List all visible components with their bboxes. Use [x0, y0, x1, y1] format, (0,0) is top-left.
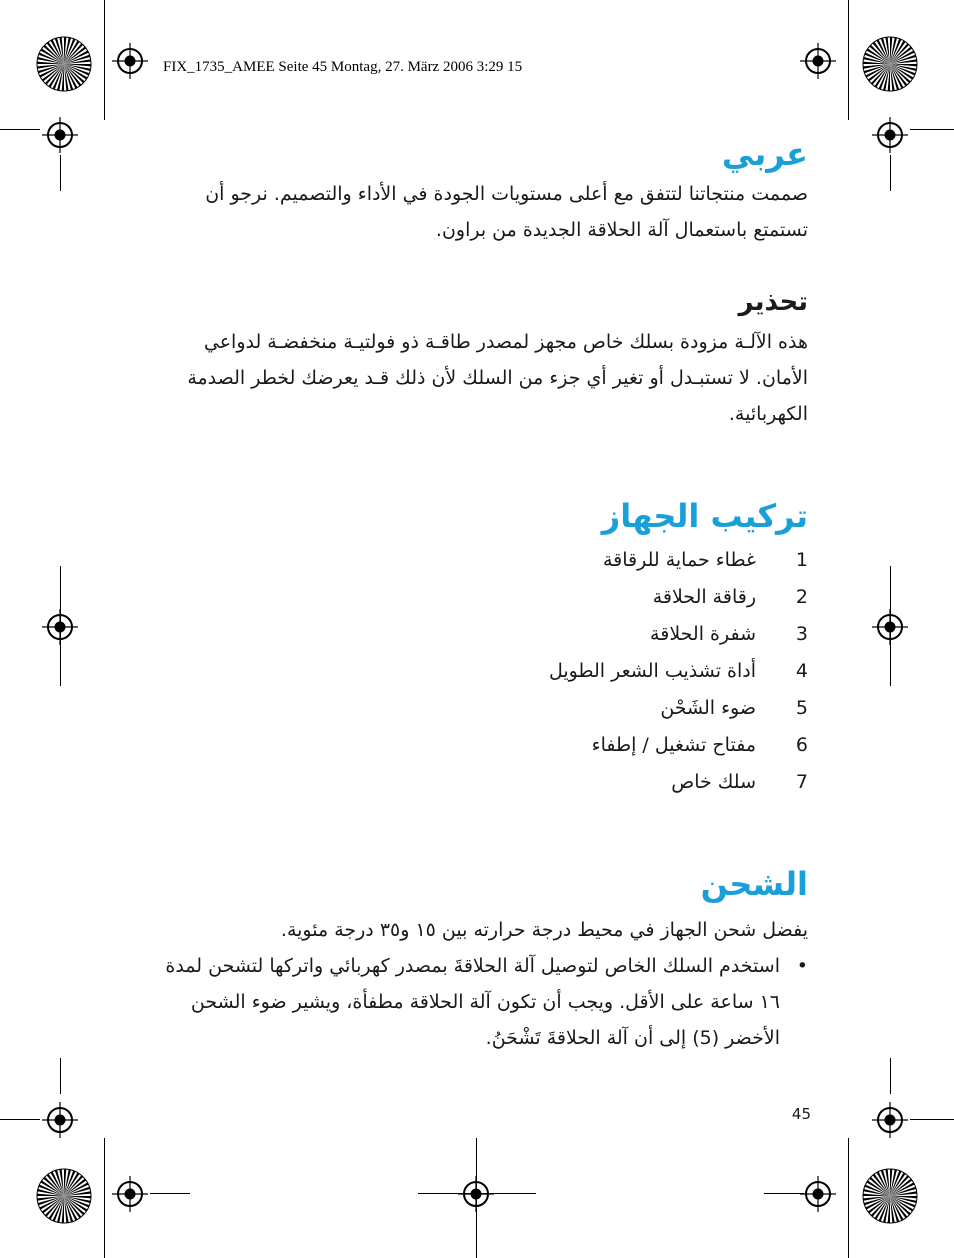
print-slug: FIX_1735_AMEE Seite 45 Montag, 27. März 2006 3:29 15 — [163, 59, 523, 75]
crop-line — [150, 1193, 190, 1194]
list-item — [148, 727, 808, 764]
part-number: 1 — [795, 549, 808, 571]
warning-section — [148, 282, 808, 432]
starburst-mark — [862, 36, 918, 92]
list-item — [148, 579, 808, 616]
crop-line — [0, 129, 40, 130]
part-label: ضوء الشَحْن — [660, 697, 756, 719]
part-label: أداة تشذيب الشعر الطويل — [548, 660, 756, 682]
crop-line — [848, 0, 849, 120]
crop-line — [848, 1138, 849, 1258]
list-item — [148, 690, 808, 727]
crop-line — [60, 155, 61, 191]
part-number: 3 — [795, 623, 808, 645]
part-number: 5 — [795, 697, 808, 719]
bullet-dot: • — [796, 955, 808, 977]
registration-mark — [42, 117, 78, 153]
crop-line — [890, 155, 891, 191]
crop-line — [910, 129, 954, 130]
registration-mark — [872, 117, 908, 153]
crop-line — [910, 1119, 954, 1120]
part-number: 7 — [795, 771, 808, 793]
assembly-section — [148, 496, 808, 801]
crop-line — [418, 1193, 536, 1194]
starburst-mark — [36, 36, 92, 92]
part-label: شفرة الحلاقة — [650, 623, 756, 645]
intro-paragraph: صممت منتجاتنا لتتفق مع أعلى مستويات الجودة في الأداء والتصميم. نرجو أن تستمتع باستعمال آلة الحلاقة الجديدة من براون. — [205, 183, 808, 241]
part-number: 2 — [795, 586, 808, 608]
part-label: مفتاح تشغيل / إطفاء — [591, 734, 756, 756]
registration-mark — [42, 1102, 78, 1138]
language-heading: عربي — [721, 135, 808, 173]
warning-heading: تحذير — [738, 287, 808, 317]
crop-line — [890, 1058, 891, 1094]
registration-mark — [800, 43, 836, 79]
crop-line — [476, 1138, 477, 1258]
part-label: سلك خاص — [671, 771, 756, 793]
list-item — [148, 764, 808, 801]
page-number: 45 — [791, 1105, 811, 1123]
part-label: غطاء حماية للرقاقة — [602, 549, 756, 571]
registration-mark — [112, 43, 148, 79]
crop-line — [104, 1138, 105, 1258]
charging-heading: الشحن — [700, 865, 808, 903]
part-label: رقاقة الحلاقة — [652, 586, 756, 608]
parts-list — [148, 542, 808, 801]
charging-bullet-text: استخدم السلك الخاص لتوصيل آلة الحلاقةَ بمصدر كهربائي واتركها لتشحن لمدة ١٦ ساعة على الأقل. ويجب أن تكون آلة الحلاقة مطفأة، ويشير ضوء الشحن الأخضر (5) إلى أن آلة الحلاقةَ تَشْحَنُ. — [165, 955, 780, 1049]
crop-line — [104, 0, 105, 120]
crop-line — [60, 1058, 61, 1094]
part-number: 6 — [795, 734, 808, 756]
crop-line — [764, 1193, 804, 1194]
registration-mark — [872, 1102, 908, 1138]
crop-line — [0, 1119, 40, 1120]
warning-paragraph: هذه الآلـة مزودة بسلك خاص مجهز لمصدر طاقـة ذو فولتيـة منخفضـة لدواعي الأمان. لا تستبـدل أو تغير أي جزء من السلك لأن ذلك قـد يعرضك لخطر الصدمة الكهربائية. — [187, 331, 808, 425]
registration-mark — [112, 1176, 148, 1212]
registration-mark — [800, 1176, 836, 1212]
registration-mark — [42, 609, 78, 645]
intro-section — [148, 134, 808, 248]
registration-mark — [872, 609, 908, 645]
list-item — [148, 653, 808, 690]
starburst-mark — [862, 1168, 918, 1224]
charging-section — [148, 864, 808, 1056]
starburst-mark — [36, 1168, 92, 1224]
charging-intro: يفضل شحن الجهاز في محيط درجة حرارته بين ١٥ و٣٥ درجة مئوية. — [280, 919, 808, 941]
assembly-heading: تركيب الجهاز — [601, 497, 808, 535]
list-item — [148, 616, 808, 653]
part-number: 4 — [795, 660, 808, 682]
charging-bullet — [148, 948, 808, 1056]
list-item — [148, 542, 808, 579]
